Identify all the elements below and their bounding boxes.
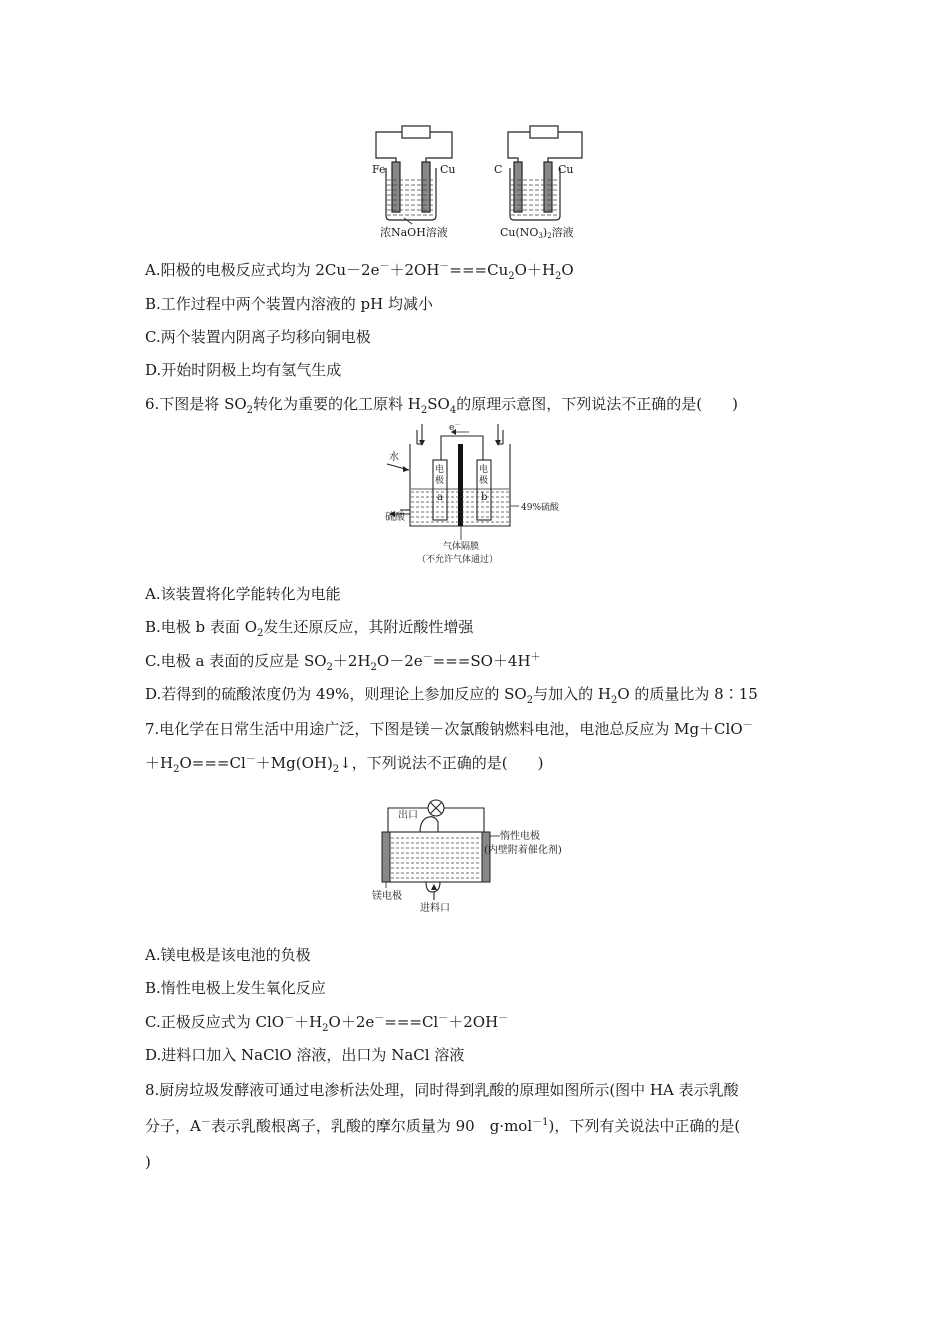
q6-option-a: A.该装置将化学能转化为电能 — [145, 585, 341, 603]
outlet-label: 出口 — [398, 810, 418, 821]
electrode-b-bottom: 极 — [479, 476, 489, 486]
q5-option-c: C.两个装置内阴离子均移向铜电极 — [145, 328, 371, 346]
sulfuric-acid-out-label: 硫酸 — [385, 512, 405, 523]
electrode-a-bottom: 极 — [435, 476, 445, 486]
figure-mg-naclo-cell — [368, 788, 588, 913]
q7-option-a: A.镁电极是该电池的负极 — [145, 946, 311, 964]
c-electrode — [514, 162, 522, 212]
q5-option-b: B.工作过程中两个装置内溶液的 pH 均减小 — [145, 295, 434, 313]
membrane-label: 气体隔膜 — [443, 542, 480, 552]
mg-electrode-label: 镁电极 — [372, 891, 402, 902]
electrode-b-label: b — [481, 492, 488, 503]
cu-label-left: Cu — [440, 163, 456, 176]
resistor-icon — [402, 126, 430, 138]
naoh-solution-label: 浓NaOH溶液 — [380, 226, 448, 239]
q6-option-d: D.若得到的硫酸浓度仍为 49%，则理论上参加反应的 $SO_2$与加入的 $H_2O$ 的质量比为 8∶15 — [145, 685, 758, 706]
electrode-a-top: 电 — [435, 465, 445, 475]
mg-electrode — [382, 832, 390, 882]
gas-membrane — [458, 444, 463, 526]
inlet-label: 进料口 — [420, 903, 450, 913]
cu-electrode — [422, 162, 430, 212]
cu-electrode — [544, 162, 552, 212]
inert-electrode-note: (内壁附着催化剂) — [484, 845, 562, 856]
q6-option-c: C.电极 a 表面的反应是 $SO_2+2H_2O-2e^-===SO+4H^+$ — [145, 652, 541, 673]
fe-electrode — [392, 162, 400, 212]
water-label: 水 — [389, 452, 399, 463]
q7-option-b: B.惰性电极上发生氧化反应 — [145, 979, 326, 997]
q7-option-c: C.正极反应式为 $ClO^-+H_2O+2e^-===Cl^-+2OH^-$ — [145, 1013, 509, 1034]
acid-concentration-label: 49%硫酸 — [521, 503, 560, 513]
q7-stem-line1: 7.电化学在日常生活中用途广泛，下图是镁－次氯酸钠燃料电池，电池总反应为 Mg＋ClO－ — [145, 720, 753, 738]
electron-label: e－ — [449, 422, 461, 433]
figure-electrolysis-cells — [360, 120, 600, 245]
inert-electrode — [482, 832, 490, 882]
q7-option-d: D.进料口加入 NaClO 溶液，出口为 NaCl 溶液 — [145, 1046, 465, 1064]
q8-stem-line3: ) — [145, 1153, 151, 1171]
q5-option-a: A.阳极的电极反应式均为 $2Cu-2e^-+2OH^-===Cu_2O+H_2O$ — [145, 261, 574, 282]
figure-so2-cell — [385, 422, 585, 567]
q6-option-b: B.电极 b 表面 $O_2$发生还原反应，其附近酸性增强 — [145, 618, 474, 639]
q8-stem-line2: 分子，A－表示乳酸根离子，乳酸的摩尔质量为 90 g·mol$^{-1}$)，下列有关说法中正确的是( — [145, 1117, 741, 1135]
q6-stem: 6.下图是将 $SO_2$转化为重要的化工原料 $H_2SO_4$的原理示意图，下列说法不正确的是( ) — [145, 395, 738, 416]
cuno3-solution-label: Cu(NO3)2溶液 — [500, 226, 574, 240]
q7-stem-line2: $+H_2O===Cl^-+Mg(OH)_2↓$，下列说法不正确的是( ) — [145, 754, 544, 775]
cu-label-right: Cu — [558, 163, 574, 176]
resistor-icon — [530, 126, 558, 138]
fe-label: Fe — [372, 163, 386, 176]
q8-stem-line1: 8.厨房垃圾发酵液可通过电渗析法处理，同时得到乳酸的原理如图所示(图中 HA 表示乳酸 — [145, 1081, 739, 1099]
electrode-a-label: a — [437, 492, 443, 503]
inert-electrode-label: 惰性电极 — [500, 831, 540, 842]
q5-option-d: D.开始时阴极上均有氢气生成 — [145, 361, 342, 379]
membrane-note: （不允许气体通过） — [417, 555, 499, 565]
electrode-b-top: 电 — [479, 465, 489, 475]
c-label: C — [494, 163, 503, 176]
